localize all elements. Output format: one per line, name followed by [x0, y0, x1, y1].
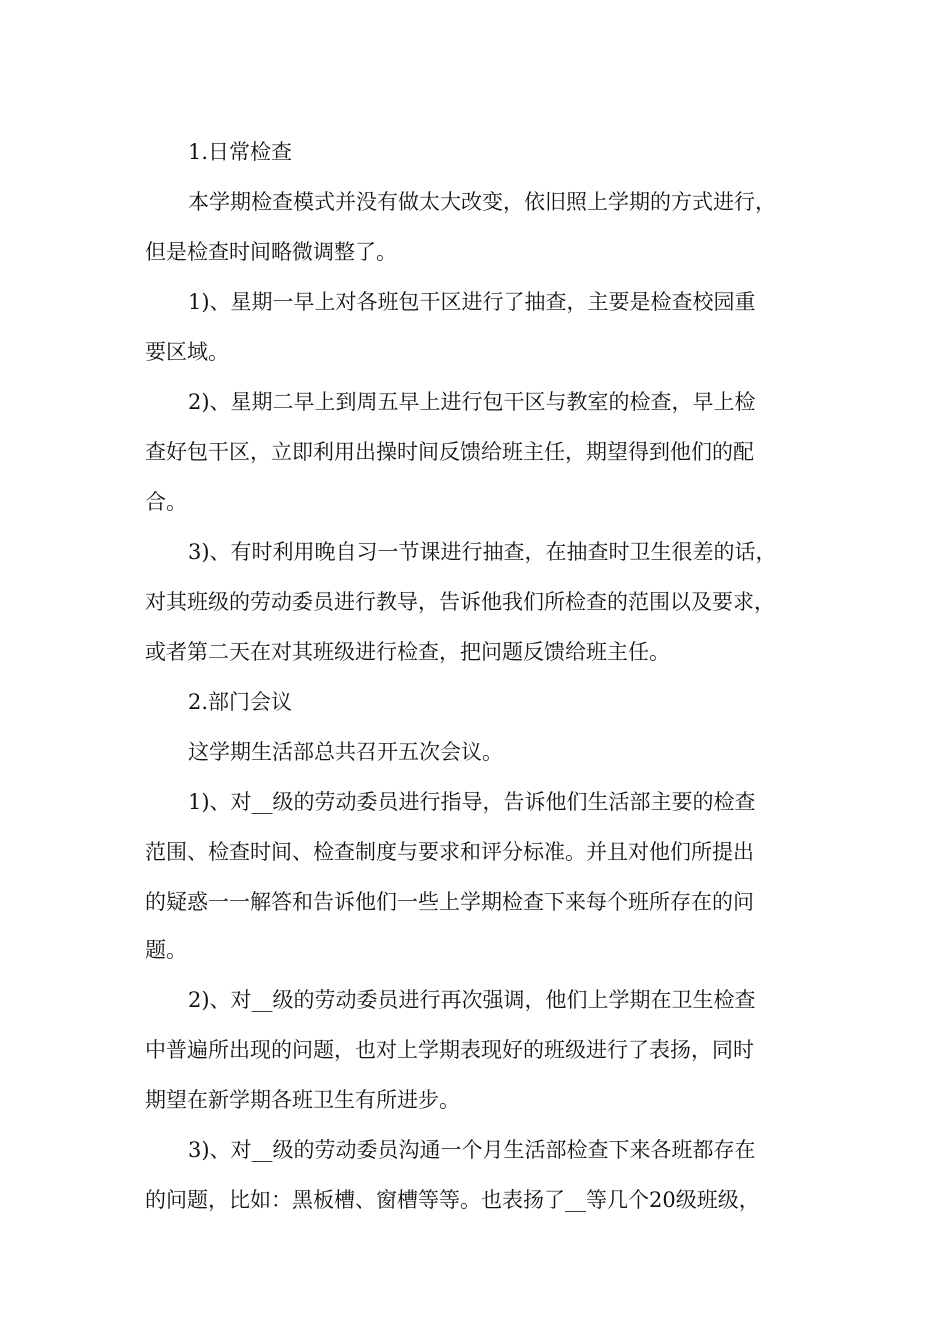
- list-item-line: 或者第二天在对其班级进行检查，把问题反馈给班主任。: [145, 640, 670, 664]
- list-item-line: 2)、对__级的劳动委员进行再次强调，他们上学期在卫生检查: [188, 988, 756, 1012]
- list-item-line: 期望在新学期各班卫生有所进步。: [145, 1088, 460, 1112]
- list-item-line: 3)、有时利用晚自习一节课进行抽查，在抽查时卫生很差的话，: [188, 540, 777, 564]
- list-item-line: 合。: [145, 490, 187, 514]
- section-heading-department-meeting: 2.部门会议: [188, 690, 293, 714]
- list-item-line: 对其班级的劳动委员进行教导，告诉他我们所检查的范围以及要求，: [145, 590, 775, 614]
- list-item-line: 范围、检查时间、检查制度与要求和评分标准。并且对他们所提出: [145, 840, 754, 864]
- paragraph-line: 这学期生活部总共召开五次会议。: [188, 740, 503, 764]
- list-item-line: 1)、对__级的劳动委员进行指导，告诉他们生活部主要的检查: [188, 790, 756, 814]
- list-item-line: 2)、星期二早上到周五早上进行包干区与教室的检查，早上检: [188, 390, 756, 414]
- list-item-line: 要区域。: [145, 340, 229, 364]
- paragraph-line: 本学期检查模式并没有做太大改变，依旧照上学期的方式进行，: [188, 190, 776, 214]
- list-item-line: 题。: [145, 938, 187, 962]
- paragraph-line: 但是检查时间略微调整了。: [145, 240, 397, 264]
- list-item-line: 查好包干区，立即利用出操时间反馈给班主任，期望得到他们的配: [145, 440, 754, 464]
- list-item-line: 中普遍所出现的问题，也对上学期表现好的班级进行了表扬，同时: [145, 1038, 754, 1062]
- list-item-line: 的疑惑一一解答和告诉他们一些上学期检查下来每个班所存在的问: [145, 890, 754, 914]
- list-item-line: 1)、星期一早上对各班包干区进行了抽查，主要是检查校园重: [188, 290, 756, 314]
- list-item-line: 的问题，比如：黑板槽、窗槽等等。也表扬了__等几个20级班级，: [145, 1188, 760, 1212]
- section-heading-daily-inspection: 1.日常检查: [188, 140, 293, 164]
- list-item-line: 3)、对__级的劳动委员沟通一个月生活部检查下来各班都存在: [188, 1138, 756, 1162]
